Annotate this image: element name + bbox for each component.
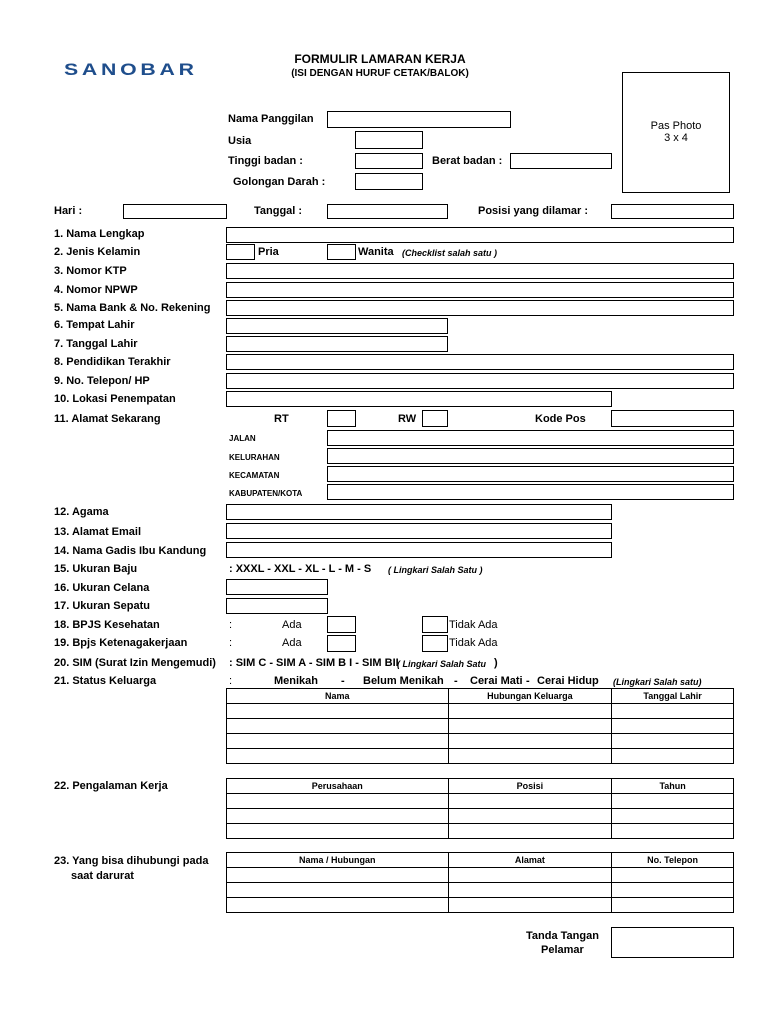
note-ukuran-baju: ( Lingkari Salah Satu ): [388, 565, 483, 575]
input-hari[interactable]: [123, 204, 227, 219]
label-tempat-lahir: 6. Tempat Lahir: [54, 319, 135, 331]
note-jenis-kelamin: (Checklist salah satu ): [402, 248, 498, 258]
label-nomor-ktp: 3. Nomor KTP: [54, 265, 127, 277]
input-telepon[interactable]: [226, 373, 734, 389]
label-agama: 12. Agama: [54, 506, 109, 518]
label-alamat-sekarang: 11. Alamat Sekarang: [54, 413, 161, 425]
label-status-keluarga: 21. Status Keluarga: [54, 675, 157, 687]
table-row[interactable]: [227, 898, 734, 913]
label-sim: 20. SIM (Surat Izin Mengemudi): [54, 657, 216, 669]
input-jalan[interactable]: [327, 430, 734, 446]
label-kontak-darurat-1: 23. Yang bisa dihubungi pada: [54, 855, 209, 867]
checkbox-tidak-ada-kesehatan[interactable]: [422, 616, 448, 633]
label-kelurahan: KELURAHAN: [229, 453, 280, 462]
label-posisi: Posisi yang dilamar :: [478, 205, 589, 217]
table-header-row: [227, 853, 734, 868]
options-ukuran-baju[interactable]: : XXXL - XXL - XL - L - M - S: [229, 563, 372, 575]
label-golongan-darah: Golongan Darah :: [233, 176, 326, 188]
label-tanggal-lahir: 7. Tanggal Lahir: [54, 338, 138, 350]
table-header: Tahun: [612, 779, 734, 794]
table-row[interactable]: [227, 719, 734, 734]
colon-bpjs-kesehatan: :: [229, 619, 233, 631]
input-kode-pos[interactable]: [611, 410, 734, 427]
label-kode-pos: Kode Pos: [535, 413, 586, 425]
label-pria: Pria: [258, 246, 279, 258]
separator-1: -: [341, 675, 345, 687]
input-nomor-ktp[interactable]: [226, 263, 734, 279]
label-pengalaman-kerja: 22. Pengalaman Kerja: [54, 780, 168, 792]
label-ada-ketenagakerjaan: Ada: [282, 637, 302, 649]
table-row[interactable]: [227, 824, 734, 839]
input-ukuran-celana[interactable]: [226, 579, 328, 595]
checkbox-ada-ketenagakerjaan[interactable]: [327, 635, 356, 652]
input-ibu-kandung[interactable]: [226, 542, 612, 558]
input-golongan-darah[interactable]: [355, 173, 423, 190]
brand-logo: SANOBAR: [64, 60, 198, 79]
input-kecamatan[interactable]: [327, 466, 734, 482]
table-header: No. Telepon: [612, 853, 734, 868]
label-jenis-kelamin: 2. Jenis Kelamin: [54, 246, 141, 258]
input-berat-badan[interactable]: [510, 153, 612, 169]
label-ukuran-baju: 15. Ukuran Baju: [54, 563, 138, 575]
label-tanggal: Tanggal :: [254, 205, 303, 217]
label-bank-rekening: 5. Nama Bank & No. Rekening: [54, 302, 211, 314]
table-header: Perusahaan: [227, 779, 449, 794]
option-cerai-hidup[interactable]: Cerai Hidup: [537, 675, 599, 687]
label-lokasi-penempatan: 10. Lokasi Penempatan: [54, 393, 176, 405]
label-nama-panggilan: Nama Panggilan: [228, 113, 314, 125]
family-table: [226, 688, 734, 764]
input-tempat-lahir[interactable]: [226, 318, 448, 334]
emergency-table: [226, 852, 734, 913]
input-nomor-npwp[interactable]: [226, 282, 734, 298]
note-sim-close: ): [494, 657, 498, 669]
table-row[interactable]: [227, 868, 734, 883]
label-nomor-npwp: 4. Nomor NPWP: [54, 284, 138, 296]
table-row[interactable]: [227, 704, 734, 719]
checkbox-tidak-ada-ketenagakerjaan[interactable]: [422, 635, 448, 652]
label-kecamatan: KECAMATAN: [229, 471, 280, 480]
checkbox-ada-kesehatan[interactable]: [327, 616, 356, 633]
separator-3: -: [526, 675, 530, 687]
table-header: Posisi: [448, 779, 612, 794]
separator-2: -: [454, 675, 458, 687]
label-telepon: 9. No. Telepon/ HP: [54, 375, 150, 387]
input-kabupaten[interactable]: [327, 484, 734, 500]
table-header-row: [227, 779, 734, 794]
options-sim[interactable]: : SIM C - SIM A - SIM B I - SIM BII: [229, 657, 399, 669]
label-ukuran-celana: 16. Ukuran Celana: [54, 582, 150, 594]
work-table: [226, 778, 734, 839]
label-tidak-ada-kesehatan: Tidak Ada: [449, 619, 498, 631]
table-header: Nama: [227, 689, 449, 704]
label-pendidikan: 8. Pendidikan Terakhir: [54, 356, 171, 368]
label-usia: Usia: [228, 135, 252, 147]
input-email[interactable]: [226, 523, 612, 539]
label-bpjs-ketenagakerjaan: 19. Bpjs Ketenagakerjaan: [54, 637, 188, 649]
input-bank-rekening[interactable]: [226, 300, 734, 316]
option-menikah[interactable]: Menikah: [274, 675, 319, 687]
colon-bpjs-ketenagakerjaan: :: [229, 637, 233, 649]
label-berat-badan: Berat badan :: [432, 155, 503, 167]
label-wanita: Wanita: [358, 246, 394, 258]
input-tanggal[interactable]: [327, 204, 448, 219]
checkbox-wanita[interactable]: [327, 244, 356, 260]
input-rw[interactable]: [422, 410, 448, 427]
photo-box[interactable]: [622, 72, 730, 193]
label-tanda-tangan: Tanda Tangan: [526, 930, 599, 942]
table-header-row: [227, 689, 734, 704]
label-ukuran-sepatu: 17. Ukuran Sepatu: [54, 600, 150, 612]
input-usia[interactable]: [355, 131, 423, 149]
photo-label-2: 3 x 4: [664, 132, 688, 144]
option-cerai-mati[interactable]: Cerai Mati: [470, 675, 523, 687]
label-pelamar: Pelamar: [541, 944, 584, 956]
input-lokasi-penempatan[interactable]: [226, 391, 612, 407]
note-status-keluarga: (Lingkari Salah satu): [613, 677, 702, 687]
input-agama[interactable]: [226, 504, 612, 520]
table-header: Tanggal Lahir: [612, 689, 734, 704]
table-row[interactable]: [227, 749, 734, 764]
table-row[interactable]: [227, 794, 734, 809]
label-bpjs-kesehatan: 18. BPJS Kesehatan: [54, 619, 160, 631]
label-nama-lengkap: 1. Nama Lengkap: [54, 228, 145, 240]
table-header: Alamat: [448, 853, 612, 868]
input-tinggi-badan[interactable]: [355, 153, 423, 169]
form-subtitle: (ISI DENGAN HURUF CETAK/BALOK): [291, 68, 469, 79]
label-ada-kesehatan: Ada: [282, 619, 302, 631]
input-tanggal-lahir[interactable]: [226, 336, 448, 352]
table-row[interactable]: [227, 883, 734, 898]
table-header: Nama / Hubungan: [227, 853, 449, 868]
input-nama-panggilan[interactable]: [327, 111, 511, 128]
photo-label-1: Pas Photo: [650, 120, 702, 132]
label-jalan: JALAN: [229, 434, 256, 443]
checkbox-pria[interactable]: [226, 244, 255, 260]
signature-box[interactable]: [611, 927, 734, 958]
input-rt[interactable]: [327, 410, 356, 427]
label-email: 13. Alamat Email: [54, 526, 142, 538]
colon-status-keluarga: :: [229, 675, 233, 687]
table-row[interactable]: [227, 809, 734, 824]
input-pendidikan[interactable]: [226, 354, 734, 370]
label-ibu-kandung: 14. Nama Gadis Ibu Kandung: [54, 545, 207, 557]
label-rt: RT: [274, 413, 289, 425]
note-sim: ( Lingkari Salah Satu: [397, 659, 487, 669]
input-nama-lengkap[interactable]: [226, 227, 734, 243]
label-tinggi-badan: Tinggi badan :: [228, 155, 303, 167]
input-posisi[interactable]: [611, 204, 734, 219]
table-row[interactable]: [227, 734, 734, 749]
input-kelurahan[interactable]: [327, 448, 734, 464]
form-title: FORMULIR LAMARAN KERJA: [294, 52, 466, 66]
label-kontak-darurat-2: saat darurat: [71, 870, 134, 882]
table-header: Hubungan Keluarga: [448, 689, 612, 704]
label-hari: Hari :: [54, 205, 83, 217]
option-belum-menikah[interactable]: Belum Menikah: [363, 675, 444, 687]
label-tidak-ada-ketenagakerjaan: Tidak Ada: [449, 637, 498, 649]
input-ukuran-sepatu[interactable]: [226, 598, 328, 614]
label-rw: RW: [398, 413, 417, 425]
label-kabupaten: KABUPATEN/KOTA: [229, 489, 303, 498]
